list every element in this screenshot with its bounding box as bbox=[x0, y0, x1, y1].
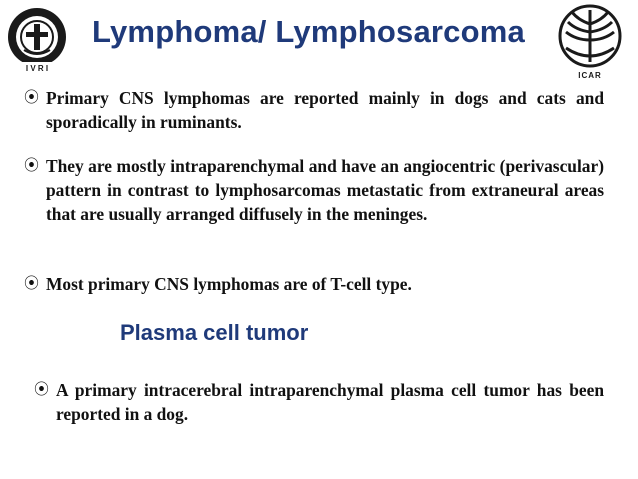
bullet-text: Primary CNS lymphomas are reported mainly in dogs and cats and sporadically in ruminants. bbox=[46, 88, 604, 132]
section-subtitle: Plasma cell tumor bbox=[120, 320, 309, 345]
ivri-logo-caption: I V R I bbox=[25, 64, 49, 73]
bullet-item bbox=[34, 378, 604, 426]
icar-logo bbox=[548, 2, 634, 82]
bullet-text: A primary intracerebral intraparenchymal plasma cell tumor has been reported in a dog. bbox=[56, 380, 604, 424]
bullet-item bbox=[24, 272, 604, 296]
slide-title: Lymphoma/ Lymphosarcoma bbox=[92, 14, 525, 49]
bullet-item bbox=[24, 86, 604, 134]
ivri-logo bbox=[4, 6, 70, 76]
icar-logo-caption: ICAR bbox=[578, 71, 602, 80]
radio-bullet-icon: ⦿ bbox=[24, 158, 40, 174]
radio-bullet-icon: ⦿ bbox=[34, 382, 50, 398]
radio-bullet-icon: ⦿ bbox=[24, 276, 40, 292]
bullet-text: Most primary CNS lymphomas are of T-cell type. bbox=[46, 274, 412, 294]
radio-bullet-icon: ⦿ bbox=[24, 90, 40, 106]
bullet-text: They are mostly intraparenchymal and have an angiocentric (perivascular) pattern in contrast to lymphosarcomas metastatic from extraneural areas that are usually arranged diffusely in the meninges. bbox=[46, 156, 604, 224]
bullet-item bbox=[24, 154, 604, 226]
